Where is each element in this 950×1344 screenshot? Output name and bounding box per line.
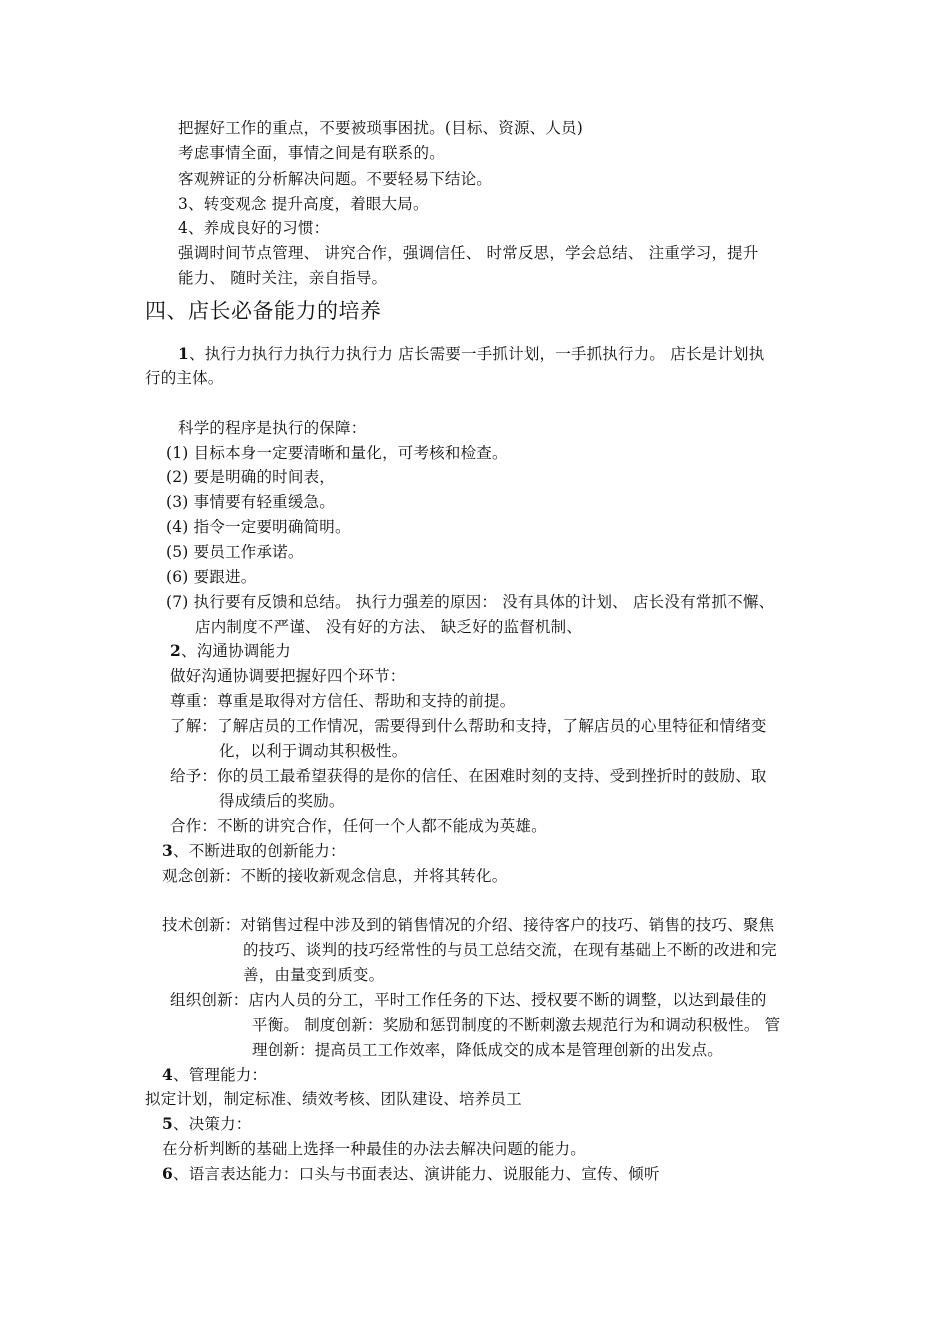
subsection-number: 6 bbox=[162, 1164, 173, 1183]
text-line: 给予：你的员工最希望获得的是你的信任、在困难时刻的支持、受到挫折时的鼓励、取 bbox=[170, 767, 767, 785]
text-line: 技术创新：对销售过程中涉及到的销售情况的介绍、接待客户的技巧、销售的技巧、聚焦 bbox=[162, 916, 775, 934]
text-line: 尊重：尊重是取得对方信任、帮助和支持的前提。 bbox=[170, 692, 516, 710]
text-line: 理创新：提高员工工作效率，降低成交的成本是管理创新的出发点。 bbox=[252, 1041, 724, 1059]
text-span: 、执行力执行力执行力执行力 店长需要一手抓计划，一手抓执行力。 店长是计划执 bbox=[189, 345, 765, 363]
text-span: 、决策力： bbox=[173, 1115, 252, 1133]
list-item: (2) 要是明确的时间表， bbox=[166, 468, 335, 486]
text-span: 、语言表达能力：口头与书面表达、演讲能力、说服能力、宣传、倾听 bbox=[173, 1165, 660, 1183]
text-line: 组织创新：店内人员的分工，平时工作任务的下达、授权要不断的调整，以达到最佳的 bbox=[170, 991, 767, 1009]
text-line: 把握好工作的重点，不要被琐事困扰。(目标、资源、人员) bbox=[178, 119, 583, 137]
text-line: 化，以利于调动其积极性。 bbox=[219, 742, 408, 760]
text-line: 考虑事情全面，事情之间是有联系的。 bbox=[178, 144, 445, 162]
text-line: 观念创新：不断的接收新观念信息，并将其转化。 bbox=[162, 867, 508, 885]
text-line: 科学的程序是执行的保障： bbox=[178, 419, 367, 437]
text-line: 得成绩后的奖励。 bbox=[219, 792, 345, 810]
subsection-number: 1 bbox=[178, 344, 189, 363]
subsection-number: 2 bbox=[170, 641, 181, 660]
text-line: 了解：了解店员的工作情况，需要得到什么帮助和支持，了解店员的心里特征和情绪变 bbox=[170, 717, 767, 735]
list-item: (3) 事情要有轻重缓急。 bbox=[166, 493, 335, 511]
section-heading: 四、店长必备能力的培养 bbox=[145, 299, 382, 323]
text-line: 合作：不断的讲究合作，任何一个人都不能成为英雄。 bbox=[170, 817, 547, 835]
text-line: 客观辨证的分析解决问题。不要轻易下结论。 bbox=[178, 170, 493, 188]
text-line: 拟定计划，制定标准、绩效考核、团队建设、培养员工 bbox=[145, 1090, 522, 1108]
subsection-title bbox=[162, 1164, 660, 1184]
text-span: 、不断进取的创新能力： bbox=[173, 842, 346, 860]
list-item: (5) 要员工作承诺。 bbox=[166, 543, 304, 561]
list-item: (1) 目标本身一定要清晰和量化，可考核和检查。 bbox=[166, 444, 508, 462]
text-line: 行的主体。 bbox=[145, 369, 224, 387]
text-line: 平衡。 制度创新：奖励和惩罚制度的不断刺激去规范行为和调动积极性。 管 bbox=[252, 1016, 781, 1034]
list-item: (6) 要跟进。 bbox=[166, 568, 257, 586]
text-line: 4、养成良好的习惯： bbox=[178, 219, 330, 237]
text-line: 店内制度不严谨、 没有好的方法、 缺乏好的监督机制、 bbox=[195, 618, 583, 636]
subsection-title bbox=[170, 641, 291, 661]
subsection-number: 4 bbox=[162, 1065, 173, 1084]
subsection-title bbox=[162, 1065, 267, 1085]
list-item: (4) 指令一定要明确简明。 bbox=[166, 518, 351, 536]
text-line: 的技巧、谈判的技巧经常性的与员工总结交流，在现有基础上不断的改进和完 bbox=[243, 941, 777, 959]
text-line: 能力、 随时关注，亲自指导。 bbox=[178, 269, 388, 287]
subsection-number: 3 bbox=[162, 841, 173, 860]
text-span: 、沟通协调能力 bbox=[181, 642, 291, 660]
subsection-number: 5 bbox=[162, 1114, 173, 1133]
subsection-title bbox=[162, 841, 346, 861]
text-line: 善，由量变到质变。 bbox=[243, 966, 385, 984]
list-item: (7) 执行要有反馈和总结。 执行力强差的原因： 没有具体的计划、 店长没有常抓不懈、 bbox=[166, 593, 775, 611]
subsection-title bbox=[178, 344, 764, 364]
subsection-title bbox=[162, 1114, 252, 1134]
text-span: 、管理能力： bbox=[173, 1066, 268, 1084]
text-line: 3、转变观念 提升高度，着眼大局。 bbox=[178, 195, 429, 213]
text-line: 做好沟通协调要把握好四个环节： bbox=[170, 667, 406, 685]
text-line: 强调时间节点管理、 讲究合作，强调信任、 时常反思，学会总结、 注重学习，提升 bbox=[178, 244, 759, 262]
text-line: 在分析判断的基础上选择一种最佳的办法去解决问题的能力。 bbox=[162, 1140, 586, 1158]
